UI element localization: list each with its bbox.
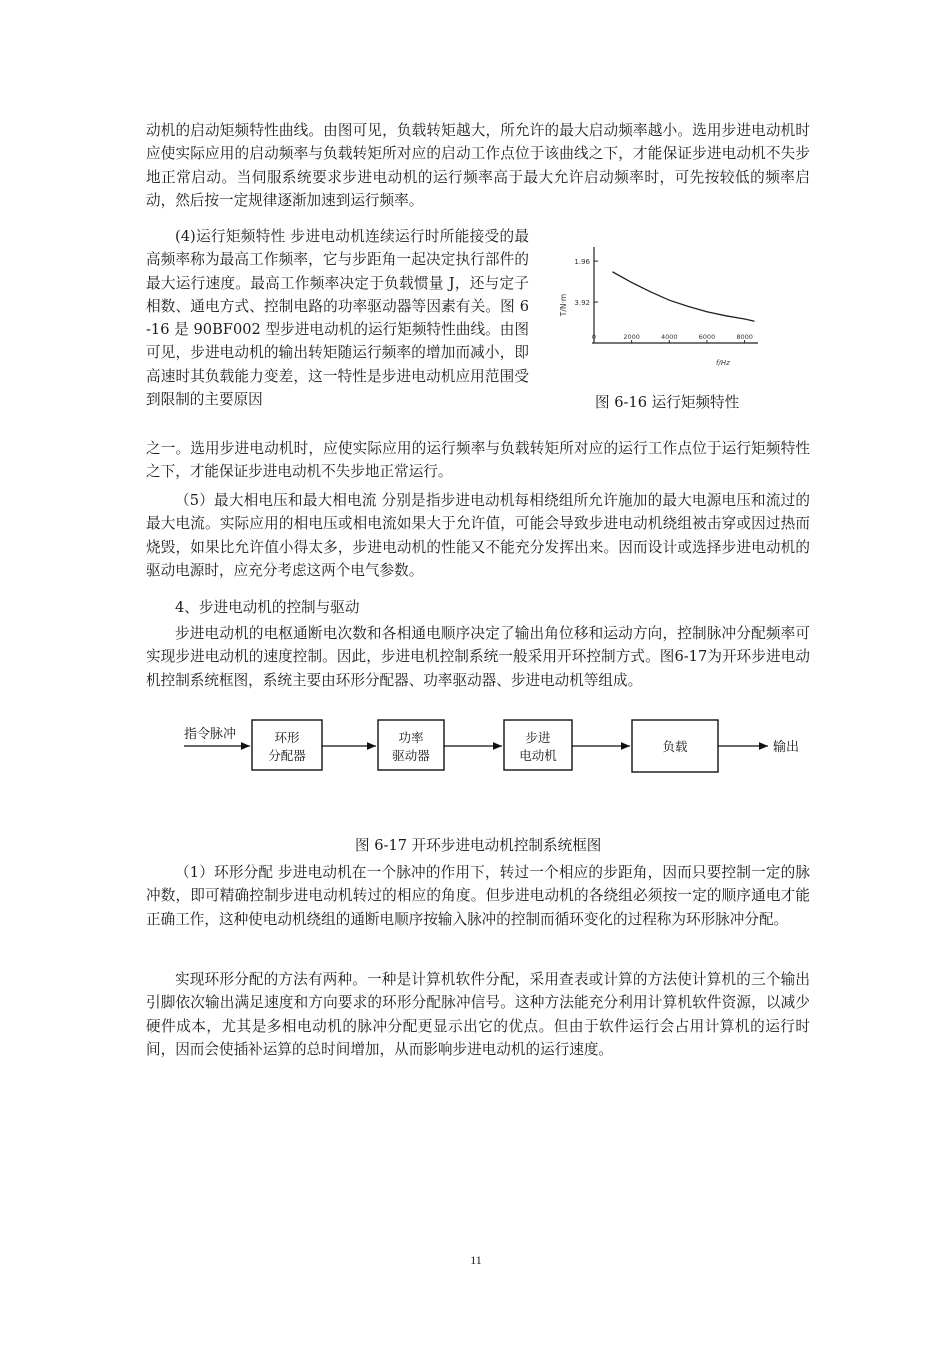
figure-6-17-caption: 图 6-17 开环步进电动机控制系统框图 (355, 837, 602, 854)
x-axis-label: f/Hz (716, 359, 730, 367)
block-4-line1: 负载 (662, 739, 688, 754)
data-point (669, 300, 670, 301)
data-point (744, 318, 745, 319)
y-tick-label: 1.96 (574, 258, 590, 267)
x-tick-label: 4000 (661, 333, 678, 341)
block-1-line2: 分配器 (268, 748, 306, 763)
block-3-line1: 步进 (525, 730, 551, 745)
x-tick-label: 2000 (623, 333, 640, 341)
paragraph-ring-methods: 实现环形分配的方法有两种。一种是计算机软件分配，采用查表或计算的方法使计算机的三个输出引脚依次输出满足速度和方向要求的环形分配脉冲信号。这种方法能充分利用计算机软件资源，以减少硬件成本，尤其是多相电动机的脉冲分配更显示出它的优点。但由于软件运行会占用计算机的运行时间，因而会使插补运算的总时间增加，从而影响步进电动机的运行速度。 (146, 971, 810, 1058)
open-loop-block-diagram (176, 716, 816, 778)
paragraph-running-torque-freq: (4)运行矩频特性 步进电动机连续运行时所能接受的最高频率称为最高工作频率，它与步距角一起决定执行部件的最大运行速度。最高工作频率决定于负载惯量 J，还与定子相数、通电方式、控制电路的功率驱动器等因素有关。图 6-16 是 90BF002 型步进电动机的运行矩频特性曲线。由图可见，步进电动机的输出转矩随运行频率的增加而减小，即高速时其负载能力变差，这一特性是步进电动机应用范围受到限制的主要原因 (146, 228, 529, 409)
running-torque-frequency-chart (556, 243, 764, 383)
output-label: 输出 (773, 740, 800, 755)
data-point (753, 320, 754, 321)
x-tick-label: 8000 (736, 333, 753, 341)
paragraph-ring-distribution: （1）环形分配 步进电动机在一个脉冲的作用下，转过一个相应的步距角，因而只要控制一定的脉冲数，即可精确控制步进电动机转过的相应的角度。但步进电动机的各绕组必须按一定的顺序通电才能正确工作，这种使电动机绕组的通断电顺序按输入脉冲的控制而循环变化的过程称为环形脉冲分配。 (146, 864, 810, 928)
block-1-line1: 环形 (274, 730, 300, 745)
paragraph-max-voltage-current: （5）最大相电压和最大相电流 分别是指步进电动机每相绕组所允许施加的最大电源电压和流过的最大电流。实际应用的相电压或相电流如果大于允许值，可能会导致步进电动机绕组被击穿或因过热而烧毁，如果比允许值小得太多，步进电动机的性能又不能充分发挥出来。因而设计或选择步进电动机的驱动电源时，应充分考虑这两个电气参数。 (146, 492, 810, 579)
x-tick-label: 0 (591, 333, 597, 341)
paragraph-running-continued: 之一。选用步进电动机时，应使实际应用的运行频率与负载转矩所对应的运行工作点位于运行矩频特性之下，才能保证步进电动机不失步地正常运行。 (146, 440, 810, 481)
y-tick-label: 3.92 (574, 299, 590, 308)
block-3-line2: 电动机 (519, 748, 557, 763)
x-tick-label: 6000 (698, 333, 716, 341)
data-point (688, 306, 689, 307)
figure-6-17 (176, 716, 816, 778)
paragraph-control-overview: 步进电动机的电枢通断电次数和各相通电顺序决定了输出角位移和运动方向，控制脉冲分配频率可实现步进电动机的速度控制。因此，步进电机控制系统一般采用开环控制方式。图6-17为开环步进电动机控制系统框图，系统主要由环形分配器、功率驱动器、步进电动机等组成。 (146, 625, 810, 689)
figure-6-16-caption: 图 6-16 运行矩频特性 (595, 394, 740, 411)
data-point (631, 282, 632, 283)
data-point (706, 311, 707, 312)
data-point (725, 315, 726, 316)
block-2-line1: 功率 (398, 730, 424, 745)
y-axis-label: T/N·m (559, 293, 568, 317)
figure-6-16 (556, 243, 764, 383)
data-point (612, 271, 613, 272)
data-point (650, 291, 651, 292)
torque-curve (613, 272, 754, 321)
paragraph-startup-freq: 动机的启动矩频特性曲线。由图可见，负载转矩越大，所允许的最大启动频率越小。选用步进电动机时应使实际应用的启动频率与负载转矩所对应的启动工作点位于该曲线之下，才能保证步进电动机不失步地正常启动。当伺服系统要求步进电动机的运行频率高于最大允许启动频率时，可先按较低的频率启动，然后按一定规律逐渐加速到运行频率。 (146, 122, 810, 209)
input-label: 指令脉冲 (184, 727, 237, 742)
page-number: 11 (470, 1253, 482, 1267)
section-heading-control-drive: 4、步进电动机的控制与驱动 (175, 599, 360, 616)
block-2-line2: 驱动器 (392, 748, 430, 763)
